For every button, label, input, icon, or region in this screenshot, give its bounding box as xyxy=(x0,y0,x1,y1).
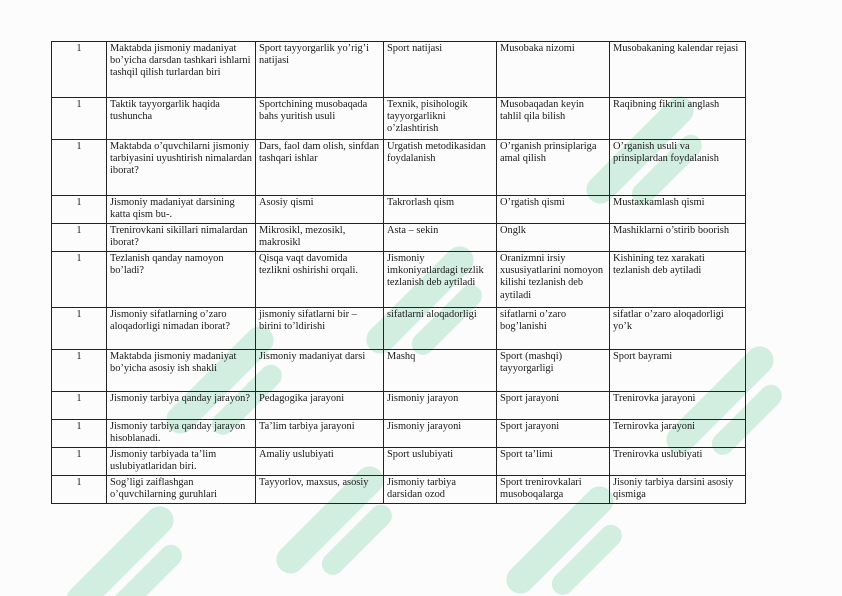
answer-d-cell: Trenirovka uslubiyati xyxy=(610,448,746,476)
answer-a-cell: Jismoniy madaniyat darsi xyxy=(256,350,384,392)
question-number-cell: 1 xyxy=(52,252,107,308)
answer-c-cell: Sport ta’limi xyxy=(497,448,610,476)
quiz-table xyxy=(51,41,746,504)
answer-d-cell: Musobakaning kalendar rejasi xyxy=(610,42,746,98)
question-text-cell: Jismoniy tarbiya qanday jarayon? xyxy=(107,392,256,420)
answer-b-cell: Urgatish metodikasidan foydalanish xyxy=(384,140,497,196)
answer-d-cell: Trenirovka jarayoni xyxy=(610,392,746,420)
question-number-cell: 1 xyxy=(52,308,107,350)
answer-c-cell: Sport trenirovkalari musoboqalarga xyxy=(497,476,610,504)
answer-c-cell: Sport jarayoni xyxy=(497,420,610,448)
answer-a-cell: Ta’lim tarbiya jarayoni xyxy=(256,420,384,448)
table-row xyxy=(52,252,746,308)
answer-b-cell: Sport natijasi xyxy=(384,42,497,98)
answer-c-cell: sifatlarni o’zaro bog’lanishi xyxy=(497,308,610,350)
question-number-cell: 1 xyxy=(52,98,107,140)
answer-a-cell: Asosiy qismi xyxy=(256,196,384,224)
question-text-cell: Jismoniy tarbiya qanday jarayon hisoblanadi. xyxy=(107,420,256,448)
table-row xyxy=(52,42,746,98)
question-number-cell: 1 xyxy=(52,350,107,392)
answer-a-cell: Sportchining musobaqada bahs yuritish usuli xyxy=(256,98,384,140)
table-row xyxy=(52,224,746,252)
question-number-cell: 1 xyxy=(52,476,107,504)
table-row xyxy=(52,98,746,140)
answer-c-cell: Sport jarayoni xyxy=(497,392,610,420)
answer-b-cell: Asta – sekin xyxy=(384,224,497,252)
answer-d-cell: sifatlar o’zaro aloqadorligi yo’k xyxy=(610,308,746,350)
answer-a-cell: Dars, faol dam olish, sinfdan tashqari ishlar xyxy=(256,140,384,196)
answer-c-cell: Oranizmni irsiy xususiyatlarini nomoyon kilishi tezlanish deb aytiladi xyxy=(497,252,610,308)
table-row xyxy=(52,308,746,350)
question-text-cell: Maktabda jismoniy madaniyat bo’yicha asosiy ish shakli xyxy=(107,350,256,392)
answer-d-cell: Mustaxkamlash qismi xyxy=(610,196,746,224)
answer-b-cell: Texnik, pisihologik tayyorgarlikni o’zlashtirish xyxy=(384,98,497,140)
table-row xyxy=(52,350,746,392)
answer-a-cell: Sport tayyorgarlik yo’rig’i natijasi xyxy=(256,42,384,98)
question-text-cell: Jismoniy madaniyat darsining katta qism bu-. xyxy=(107,196,256,224)
answer-c-cell: O’rgatish qismi xyxy=(497,196,610,224)
answer-b-cell: Mashq xyxy=(384,350,497,392)
question-text-cell: Sog’ligi zaiflashgan o’quvchilarning guruhlari xyxy=(107,476,256,504)
question-text-cell: Tezlanish qanday namoyon bo’ladi? xyxy=(107,252,256,308)
question-number-cell: 1 xyxy=(52,224,107,252)
answer-b-cell: Jismoniy tarbiya darsidan ozod xyxy=(384,476,497,504)
answer-d-cell: Mashiklarni o’stirib boorish xyxy=(610,224,746,252)
question-number-cell: 1 xyxy=(52,420,107,448)
table-row xyxy=(52,392,746,420)
answer-c-cell: Sport (mashqi) tayyorgarligi xyxy=(497,350,610,392)
answer-a-cell: Tayyorlov, maxsus, asosiy xyxy=(256,476,384,504)
question-number-cell: 1 xyxy=(52,448,107,476)
question-text-cell: Trenirovkani sikillari nimalardan iborat? xyxy=(107,224,256,252)
answer-a-cell: jismoniy sifatlarni bir – birini to’ldirishi xyxy=(256,308,384,350)
question-number-cell: 1 xyxy=(52,196,107,224)
question-number-cell: 1 xyxy=(52,392,107,420)
answer-a-cell: Mikrosikl, mezosikl, makrosikl xyxy=(256,224,384,252)
question-text-cell: Maktabda o’quvchilarni jismoniy tarbiyasini uyushtirish nimalardan iborat? xyxy=(107,140,256,196)
answer-d-cell: O’rganish usuli va prinsiplardan foydalanish xyxy=(610,140,746,196)
question-text-cell: Maktabda jismoniy madaniyat bo’yicha darsdan tashkari ishlarni tashqil qilish turlardan biri xyxy=(107,42,256,98)
answer-b-cell: Jismoniy imkoniyatlardagi tezlik tezlanish deb aytiladi xyxy=(384,252,497,308)
table-row xyxy=(52,476,746,504)
answer-b-cell: Takrorlash qism xyxy=(384,196,497,224)
answer-b-cell: Sport uslubiyati xyxy=(384,448,497,476)
answer-c-cell: Musobaka nizomi xyxy=(497,42,610,98)
table-row xyxy=(52,420,746,448)
question-text-cell: Taktik tayyorgarlik haqida tushuncha xyxy=(107,98,256,140)
question-text-cell: Jismoniy tarbiyada ta’lim uslubiyatlaridan biri. xyxy=(107,448,256,476)
answer-c-cell: Onglk xyxy=(497,224,610,252)
table-row xyxy=(52,196,746,224)
answer-a-cell: Amaliy uslubiyati xyxy=(256,448,384,476)
answer-c-cell: O’rganish prinsiplariga amal qilish xyxy=(497,140,610,196)
question-number-cell: 1 xyxy=(52,42,107,98)
answer-d-cell: Jisoniy tarbiya darsini asosiy qismiga xyxy=(610,476,746,504)
answer-c-cell: Musobaqadan keyin tahlil qila bilish xyxy=(497,98,610,140)
answer-b-cell: Jismoniy jarayoni xyxy=(384,420,497,448)
answer-a-cell: Pedagogika jarayoni xyxy=(256,392,384,420)
question-number-cell: 1 xyxy=(52,140,107,196)
table-row xyxy=(52,140,746,196)
answer-b-cell: Jismoniy jarayon xyxy=(384,392,497,420)
quiz-table-body xyxy=(52,42,746,504)
answer-a-cell: Qisqa vaqt davomida tezlikni oshirishi orqali. xyxy=(256,252,384,308)
table-row xyxy=(52,448,746,476)
answer-d-cell: Kishining tez xarakati tezlanish deb aytiladi xyxy=(610,252,746,308)
question-text-cell: Jismoniy sifatlarning o’zaro aloqadorligi nimadan iborat? xyxy=(107,308,256,350)
answer-d-cell: Raqibning fikrini anglash xyxy=(610,98,746,140)
answer-b-cell: sifatlarni aloqadorligi xyxy=(384,308,497,350)
answer-d-cell: Ternirovka jarayoni xyxy=(610,420,746,448)
answer-d-cell: Sport bayrami xyxy=(610,350,746,392)
